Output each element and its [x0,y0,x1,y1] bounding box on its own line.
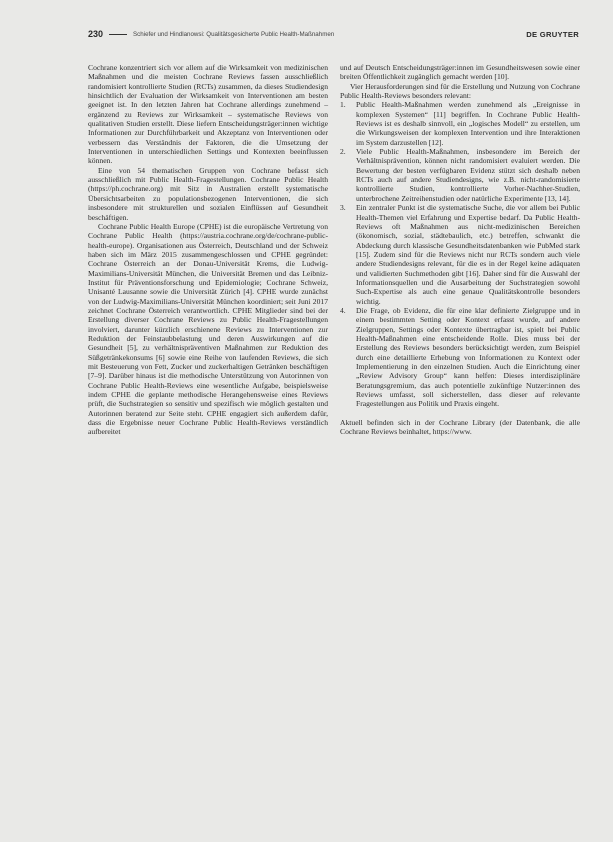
list-text: Ein zentraler Punkt ist die systematische Suche, die vor allem bei Public Health-Themen viel Erfahrung und Expertise bedarf. Da Public Health-Reviews oft Maßnahmen aus nicht-medizinischen Bereichen (ökonomisch, sozial, städtebaulich, etc.) betreffen, schwankt die Abdeckung durch klassische Gesundheitsdatenbanken wie PubMed stark [15]. Zudem sind für die Reviews nicht nur RCTs sondern auch viele andere Studiendesigns relevant, für die es in der Regel keine adäquaten und validierten Suchmethoden gibt [16]. Daher sind für die Auswahl der Informationsquellen und die Ausarbeitung der Suchstrategien sowohl Such-Expertise als auch eine genaue Qualitätskontrolle besonders wichtig. [356,203,580,306]
list-text: Public Health-Maßnahmen werden zunehmend als „Ereignisse in komplexen Systemen“ [11] begriffen. In Cochrane Public Health-Reviews ist es deshalb sinnvoll, ein „logisches Modell“ zu erstellen, um die Wirkungsweisen der komplexen Intervention und ihre Interaktionen im System darzustellen [12]. [356,100,580,147]
list-text: Viele Public Health-Maßnahmen, insbesondere im Bereich der Verhältnisprävention, können nicht randomisiert evaluiert werden. Die Bewertung der besten verfügbaren Evidenz stützt sich deshalb neben RCTs auch auf andere Studiendesigns, wie z.B. nicht-randomisierte kontrollierte Studien, kontrollierte Vorher-Nachher-Studien, unterbrochene Zeitreihenstudien oder natürliche Experimente [13, 14]. [356,147,580,203]
list-number: 2. [340,147,346,157]
paragraph: Cochrane konzentriert sich vor allem auf die Wirksamkeit von medizinischen Maßnahmen und die meisten Cochrane Reviews fassen ausschließlich randomisiert kontrollierte Studien (RCTs) zusammen, da dieses Studiendesign hinsichtlich der Evaluation der Wirksamkeit von Interventionen am besten geeignet ist. In den letzten Jahren hat Cochrane allerdings zunehmend – ergänzend zu Reviews zur Wirksamkeit – systematische Reviews von qualitativen Studien erstellt. Diese liefern Entscheidungsträger:innen wichtige Informationen zur Durchführbarkeit und Akzeptanz von Interventionen oder verbessern das Verständnis der Faktoren, die die Umsetzung der Interventionen in unterschiedlichen Settings und Kontexten beeinflussen können. [88,63,328,166]
list-item [340,203,580,306]
list-text: Die Frage, ob Evidenz, die für eine klar definierte Zielgruppe und in einem bestimmten Setting oder Kontext erfasst wurde, auf andere Zielgruppen, Settings oder Kontexte übertragbar ist, spielt bei Public Health-Maßnahmen eine entscheidende Rolle. Dies muss bei der Erstellung des Reviews besonders berücksichtigt werden, zum Beispiel durch eine detaillierte Erhebung von Informationen zu Kontext oder Implementierung in den einzelnen Studien. Auch die Einrichtung einer „Review Advisory Group“ kann helfen: Dieses interdisziplinäre Beratungsgremium, das auch potentielle zukünftige Nutzer:innen des Reviews umfasst, soll sicherstellen, dass dieser auf relevante Fragestellungen aus Politik und Praxis eingeht. [356,305,580,409]
spacer [340,409,580,418]
paragraph: Vier Herausforderungen sind für die Erstellung und Nutzung von Cochrane Public Health-Reviews besonders relevant: [340,81,580,101]
page-header [88,27,579,41]
paragraph: Aktuell befinden sich in der Cochrane Library (der Datenbank, die alle Cochrane Reviews beinhaltet, https://www. [340,417,580,437]
paragraph: und auf Deutsch Entscheidungsträger:innen im Gesundheitswesen sowie einer breiten Öffentlichkeit zugänglich gemacht werden [10]. [340,63,580,82]
header-rule [109,34,127,35]
running-title: Schiefer und Hindlanowsi: Qualitätsgesicherte Public Health-Maßnahmen [133,30,335,38]
publisher-name: DE GRUYTER [526,29,579,39]
list-item [340,100,580,147]
paragraph: Eine von 54 thematischen Gruppen von Cochrane befasst sich ausschließlich mit Public Health-Fragestellungen. Cochrane Public Health (https://ph.cochrane.org) mit Sitz in Australien erstellt systematische Übersichtsarbeiten zu populationsbezogenen Interventionen, die sich insbesondere mit strukturellen und sozialen Einflüssen auf Gesundheit beschäftigen. [88,165,328,222]
right-column [340,63,580,436]
list-item [340,147,580,203]
paragraph: Cochrane Public Health Europe (CPHE) ist die europäische Vertretung von Cochrane Public Health (https://austria.cochrane.org/de/cochrane-public-health-europe). Organisationen aus Österreich, Deutschland und der Schweiz haben sich im März 2015 zusammengeschlossen und CPHE gegründet: Cochrane Österreich an der Donau-Universität Krems, die Ludwig-Maximilians-Universität München, die Universität Bremen und das Leibniz-Institut für Präventionsforschung und Epidemiologie; Cochrane Schweiz, Unisanté Lausanne sowie die Universität Zürich [4]. CPHE wurde zunächst von der Ludwig-Maximilians-Universität München koordiniert; seit Juni 2017 zeichnet Cochrane Österreich verantwortlich. CPHE Mitglieder sind bei der Erstellung diverser Cochrane Reviews zu Public Health-Fragestellungen involviert, darunter kürzlich erschienene Reviews zu Interventionen zur Reduktion der Feinstaubbelastung und deren Auswirkungen auf die Gesundheit [5], zu verhältnispräventiven Maßnahmen zur Reduktion des Süßgetränkekonsums [6] sowie eine Reihe von laufenden Reviews, die sich mit Besteuerung von Fett, Zucker und zuckerhaltigen Getränken beschäftigen [7–9]. Darüber hinaus ist die methodische Unterstützung von Autorinnen von Cochrane Public Health-Reviews eine wesentliche Aufgabe, beispielsweise indem CPHE die geplante methodische Herangehensweise eines Reviews prüft, die Suchstrategien so sensitiv und spezifisch wie möglich gestalten und Autorinnen beratend zur Seite steht. CPHE engagiert sich außerdem dafür, dass die Ergebnisse neuer Cochrane Public Health-Reviews verständlich aufbereitet [88,221,328,437]
list-number: 3. [340,203,346,213]
list-item [340,306,580,409]
list-number: 1. [340,100,346,110]
list-number: 4. [340,305,346,315]
page-number: 230 [88,29,104,39]
left-column [88,63,328,437]
challenges-list [340,100,580,408]
